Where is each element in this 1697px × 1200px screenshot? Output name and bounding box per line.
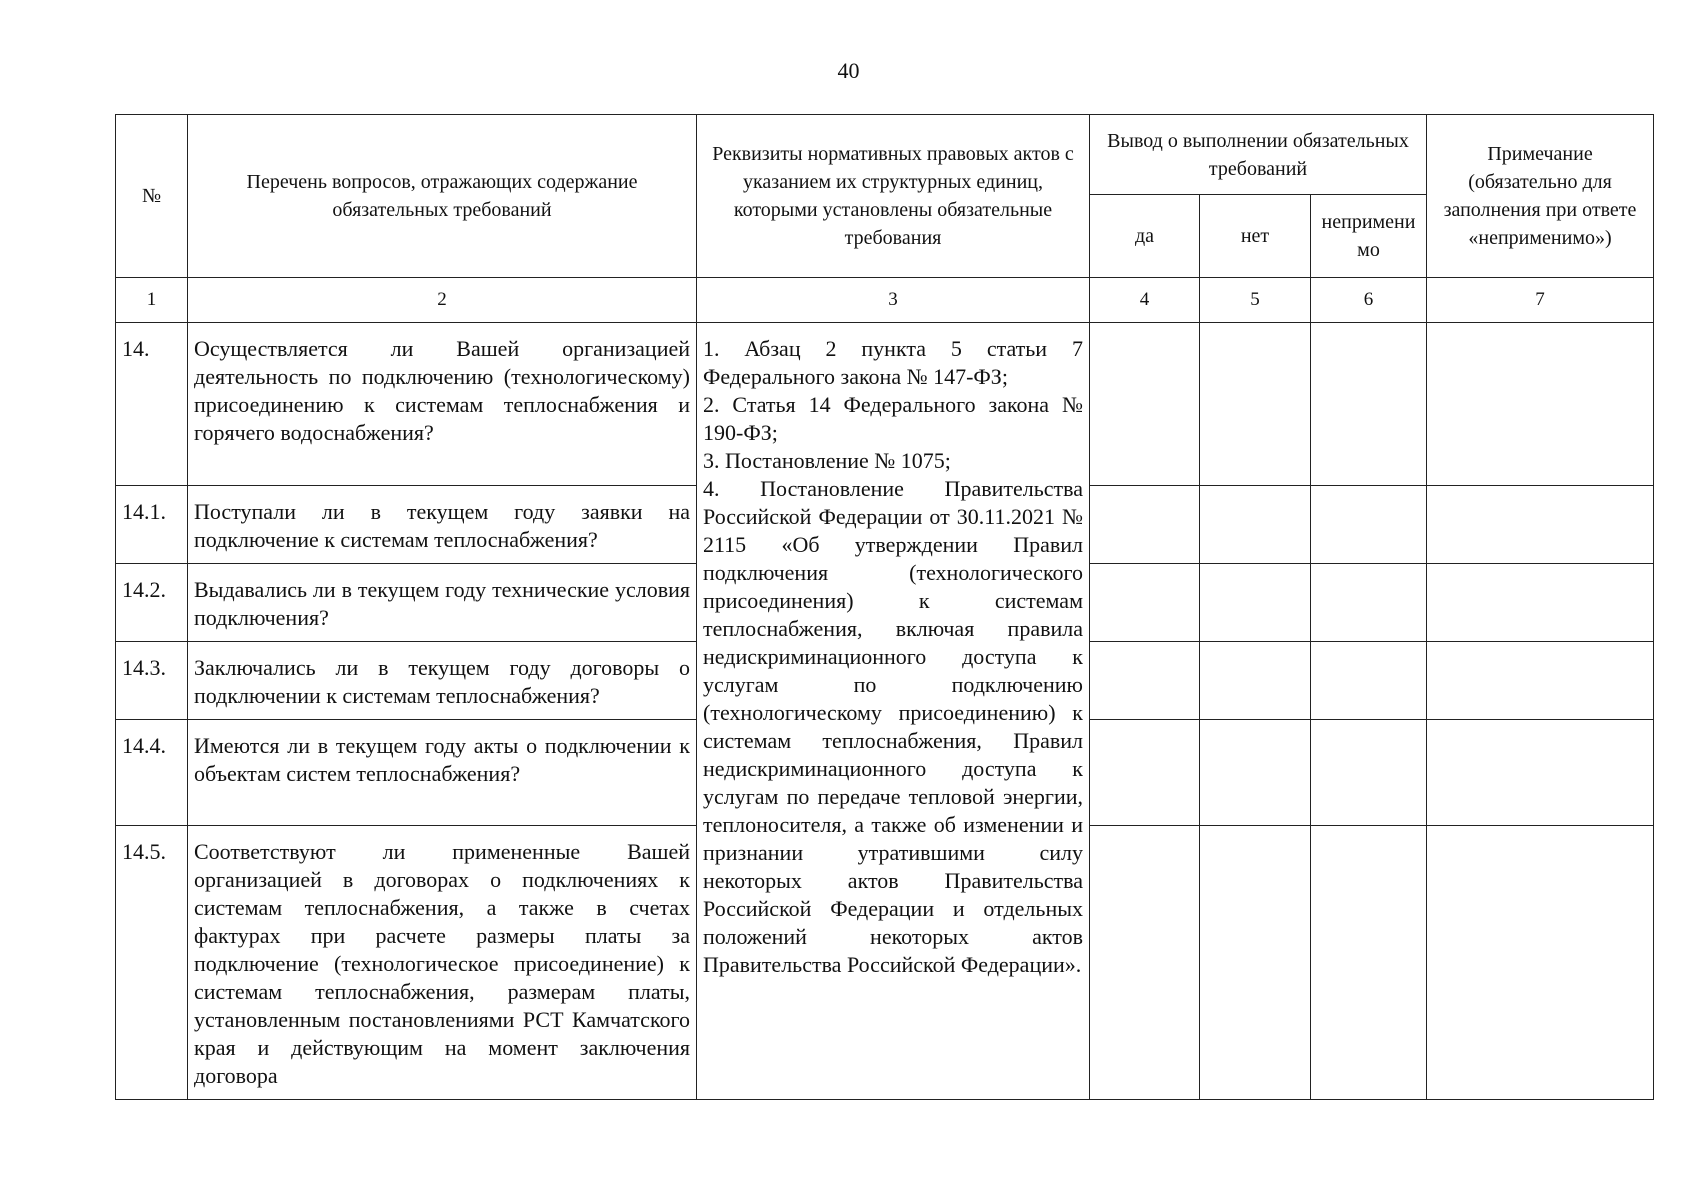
answer-yes-cell[interactable] [1090, 486, 1200, 564]
header-number: № [116, 115, 188, 278]
row-question: Выдавались ли в текущем году технические условия подключения? [188, 564, 697, 642]
row-question: Заключались ли в текущем году договоры о подключении к системам теплоснабжения? [188, 642, 697, 720]
row-number: 14. [116, 323, 188, 486]
column-number-1: 1 [116, 278, 188, 323]
answer-na-cell[interactable] [1311, 323, 1427, 486]
answer-yes-cell[interactable] [1090, 564, 1200, 642]
answer-na-cell[interactable] [1311, 642, 1427, 720]
row-question: Поступали ли в текущем году заявки на подключение к системам теплоснабжения? [188, 486, 697, 564]
answer-no-cell[interactable] [1200, 486, 1311, 564]
row-number: 14.4. [116, 720, 188, 826]
requisite-item: 1. Абзац 2 пункта 5 статьи 7 Федерального закона № 147-ФЗ; [703, 336, 1083, 389]
column-number-3: 3 [697, 278, 1090, 323]
header-not-applicable: неприменимо [1311, 195, 1427, 278]
requisite-item: 4. Постановление Правительства Российской Федерации от 30.11.2021 № 2115 «Об утверждении Правил подключения (технологического присоединения) к системам теплоснабжения, включая правила недискриминационного доступа к услугам по подключению (технологическому присоединению) к системам теплоснабжения, Правил недискриминационного доступа к услугам по передаче тепловой энергии, теплоносителя, а также об изменении и признании утратившими силу некоторых актов Правительства Российской Федерации и отдельных положений некоторых актов Правительства Российской Федерации». [703, 476, 1083, 977]
note-cell[interactable] [1427, 826, 1654, 1100]
answer-no-cell[interactable] [1200, 323, 1311, 486]
header-questions: Перечень вопросов, отражающих содержание обязательных требований [188, 115, 697, 278]
header-conclusion: Вывод о выполнении обязательных требований [1090, 115, 1427, 195]
answer-na-cell[interactable] [1311, 564, 1427, 642]
note-cell[interactable] [1427, 720, 1654, 826]
note-cell[interactable] [1427, 323, 1654, 486]
row-question: Осуществляется ли Вашей организацией деятельность по подключению (технологическому) присоединению к системам теплоснабжения и горячего водоснабжения? [188, 323, 697, 486]
answer-yes-cell[interactable] [1090, 826, 1200, 1100]
column-number-5: 5 [1200, 278, 1311, 323]
requisite-item: 3. Постановление № 1075; [703, 448, 951, 473]
answer-no-cell[interactable] [1200, 720, 1311, 826]
row-number: 14.3. [116, 642, 188, 720]
column-number-7: 7 [1427, 278, 1654, 323]
row-question: Имеются ли в текущем году акты о подключении к объектам систем теплоснабжения? [188, 720, 697, 826]
column-number-2: 2 [188, 278, 697, 323]
requisite-item: 2. Статья 14 Федерального закона № 190-ФЗ; [703, 392, 1083, 445]
answer-no-cell[interactable] [1200, 564, 1311, 642]
row-number: 14.5. [116, 826, 188, 1100]
answer-na-cell[interactable] [1311, 720, 1427, 826]
header-no-answer: нет [1200, 195, 1311, 278]
note-cell[interactable] [1427, 564, 1654, 642]
column-number-4: 4 [1090, 278, 1200, 323]
answer-no-cell[interactable] [1200, 826, 1311, 1100]
answer-na-cell[interactable] [1311, 486, 1427, 564]
answer-yes-cell[interactable] [1090, 720, 1200, 826]
answer-na-cell[interactable] [1311, 826, 1427, 1100]
note-cell[interactable] [1427, 642, 1654, 720]
column-number-6: 6 [1311, 278, 1427, 323]
answer-yes-cell[interactable] [1090, 323, 1200, 486]
answer-yes-cell[interactable] [1090, 642, 1200, 720]
row-question: Соответствуют ли примененные Вашей организацией в договорах о подключениях к системам теплоснабжения, а также в счетах фактурах при расчете размеры платы за подключение (технологическое присоединение) к системам теплоснабжения, размерам платы, установленным постановлениями РСТ Камчатского края и действующим на момент заключения договора [188, 826, 697, 1100]
page-number: 40 [837, 58, 860, 83]
requirements-table [115, 114, 1654, 1100]
header-note: Примечание (обязательно для заполнения при ответе «неприменимо») [1427, 115, 1654, 278]
requisites-cell [697, 323, 1090, 1100]
note-cell[interactable] [1427, 486, 1654, 564]
table-row [116, 323, 1654, 486]
header-requisites: Реквизиты нормативных правовых актов с указанием их структурных единиц, которыми установлены обязательные требования [697, 115, 1090, 278]
header-yes: да [1090, 195, 1200, 278]
row-number: 14.2. [116, 564, 188, 642]
row-number: 14.1. [116, 486, 188, 564]
answer-no-cell[interactable] [1200, 642, 1311, 720]
